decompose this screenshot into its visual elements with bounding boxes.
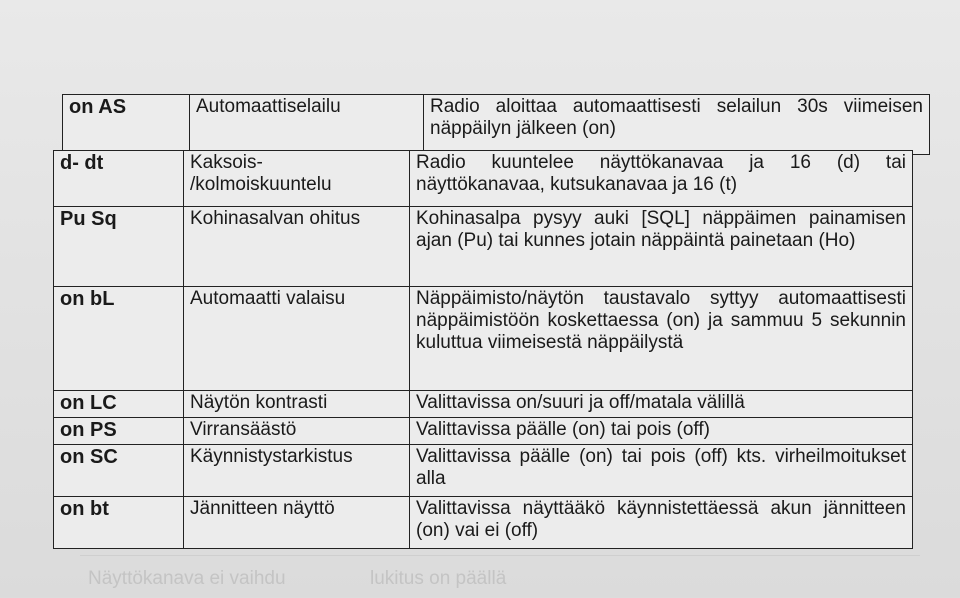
- setting-code: on bt: [54, 497, 184, 549]
- setting-description: Valittavissa näyttääkö käynnistettäessä akun jännitteen (on) vai ei (off): [410, 497, 913, 549]
- setting-description: Radio aloittaa automaattisesti selailun 30s viimeisen näppäilyn jälkeen (on): [424, 95, 930, 155]
- partial-cell-left: Näyttökanava ei vaihdu: [88, 568, 286, 589]
- setting-name-line: Kaksois- /kolmoiskuuntelu: [190, 152, 332, 195]
- table-row: [54, 445, 913, 497]
- setting-name: Automaattiselailu: [190, 95, 424, 155]
- setting-name: Näytön kontrasti: [184, 391, 410, 418]
- setting-code: Pu Sq: [54, 207, 184, 287]
- setting-description: Valittavissa on/suuri ja off/matala välillä: [410, 391, 913, 418]
- setting-name: Virransäästö: [184, 418, 410, 445]
- setting-description: Valittavissa päälle (on) tai pois (off): [410, 418, 913, 445]
- table-row: [54, 207, 913, 287]
- setting-name: Kohinasalvan ohitus: [184, 207, 410, 287]
- partial-cell-middle: lukitus on päällä: [370, 568, 507, 589]
- setting-name: [184, 151, 410, 207]
- table-row: [54, 287, 913, 391]
- settings-table-top-row: [62, 94, 930, 155]
- setting-code: on PS: [54, 418, 184, 445]
- setting-code: on bL: [54, 287, 184, 391]
- setting-description: Radio kuuntelee näyttökanavaa ja 16 (d) tai näyttökanavaa, kutsukanavaa ja 16 (t): [410, 151, 913, 207]
- setting-code: d- dt: [54, 151, 184, 207]
- settings-table: [53, 150, 913, 549]
- setting-code: on AS: [63, 95, 190, 155]
- setting-name: Jännitteen näyttö: [184, 497, 410, 549]
- setting-description: Näppäimisto/näytön taustavalo syttyy automaattisesti näppäimistöön koskettaessa (on) ja sammuu 5 sekunnin kuluttua viimeisestä näppäilystä: [410, 287, 913, 391]
- table-row: [54, 497, 913, 549]
- setting-description: Valittavissa päälle (on) tai pois (off) kts. virheilmoitukset alla: [410, 445, 913, 497]
- table-row: [54, 418, 913, 445]
- table-row: [54, 391, 913, 418]
- table-row: [63, 95, 930, 155]
- partial-next-table-row: [80, 555, 920, 598]
- setting-name: Automaatti valaisu: [184, 287, 410, 391]
- setting-code: on SC: [54, 445, 184, 497]
- table-row: [54, 151, 913, 207]
- setting-name: Käynnistystarkistus: [184, 445, 410, 497]
- setting-description: Kohinasalpa pysyy auki [SQL] näppäimen painamisen ajan (Pu) tai kunnes jotain näppäintä painetaan (Ho): [410, 207, 913, 287]
- setting-code: on LC: [54, 391, 184, 418]
